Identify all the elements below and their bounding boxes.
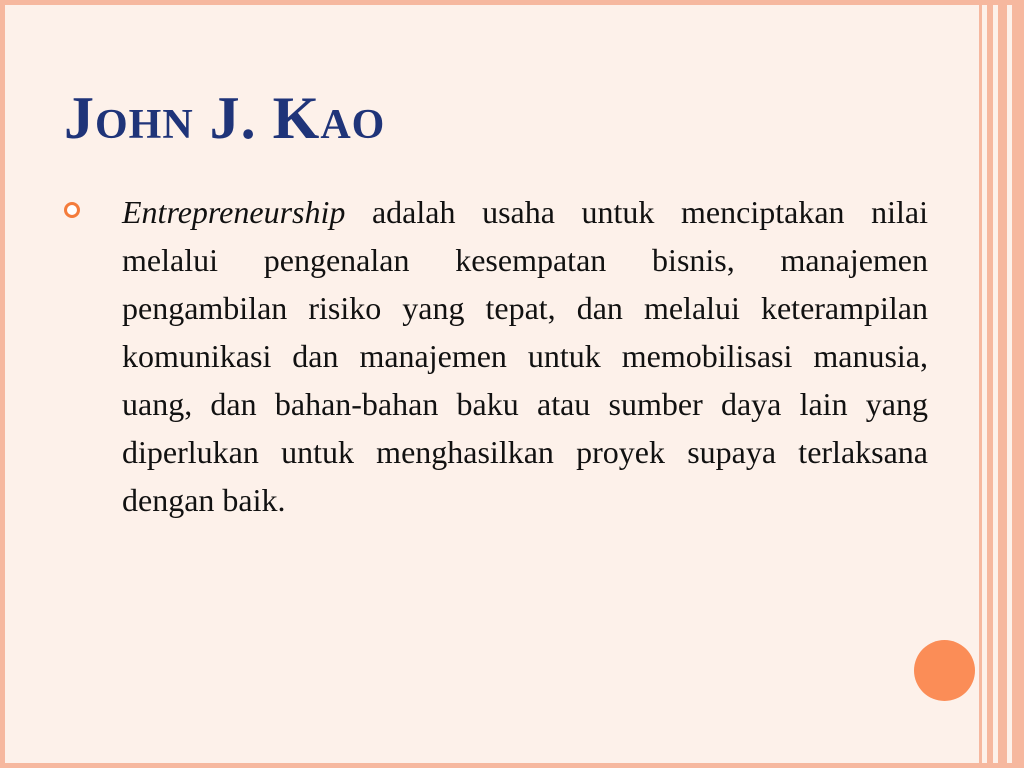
decorative-orange-circle xyxy=(914,640,975,701)
bullet-body-text: adalah usaha untuk menciptakan nilai melalui pengenalan kesempatan bisnis, manajemen pengambilan risiko yang tepat, dan melalui keterampilan komunikasi dan manajemen untuk memobilisasi manusia, uang, dan bahan-bahan baku atau sumber daya lain yang diperlukan untuk menghasilkan proyek supaya terlaksana dengan baik. xyxy=(122,194,928,518)
slide-title: John J. Kao xyxy=(64,85,386,151)
bullet-item xyxy=(64,188,934,628)
hollow-circle-bullet-icon xyxy=(64,202,80,218)
bullet-italic-term: Entrepreneurship xyxy=(122,194,346,230)
bullet-text xyxy=(122,188,928,524)
